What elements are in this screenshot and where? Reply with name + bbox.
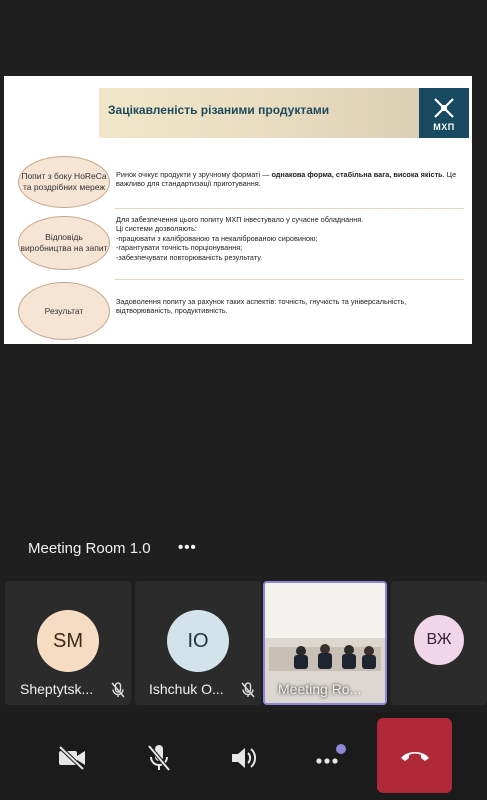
row-response-line: Для забезпечення цього попиту МХП інвестувало у сучасне обладнання. [116,215,364,224]
mhp-logo [419,88,469,138]
row-response-line: Ці системи дозволяють: [116,224,197,234]
oval-response-label: Відповідь виробництва на запит [20,232,108,253]
participant-tile-io[interactable] [135,581,261,705]
row-demand-text-tail: . Це важливо для стандартизації приготування. [116,170,457,189]
row-demand-text-normal: Ринок очікує продукти у зручному форматі — [116,170,272,179]
participant-tile-meeting-room[interactable] [263,581,387,705]
mic-off-icon [241,682,255,698]
room-more-options-button[interactable]: ••• [178,539,197,556]
participant-tile-sm[interactable] [5,581,131,705]
row-response-line: -гарантувати точність порціонування; [116,243,243,253]
logo-text: МХП [433,121,455,132]
row-response-text [116,215,461,262]
participant-name: Sheptytsk... [20,681,94,697]
row-result-line: Задоволення попиту за рахунок таких аспектів: точність, гнучкість та універсальність, [116,297,407,306]
avatar [167,610,229,672]
avatar [414,615,464,665]
speaker-button[interactable] [226,740,262,776]
mic-toggle-button[interactable] [141,740,177,776]
avatar-initials: SM [53,629,83,652]
end-call-icon [399,748,431,764]
row-response-line: -забезпечувати повторюваність результату. [116,252,263,262]
avatar-initials: IO [187,629,209,652]
more-options-button[interactable] [312,740,348,776]
speaker-icon [229,745,259,771]
windmill-icon [431,95,457,121]
camera-off-icon [57,745,87,771]
shared-slide [4,76,472,344]
participant-name: Ishchuk O... [149,681,224,697]
camera-toggle-button[interactable] [54,740,90,776]
mic-off-icon [111,682,125,698]
row-demand-text [116,170,461,189]
avatar [37,610,99,672]
end-call-button[interactable] [377,718,452,793]
row-response-line: -працювати з каліброваною та некаліброваною сировиною; [116,233,318,243]
more-icon [313,743,347,773]
oval-demand-label: Попит з боку HoReCa та роздрібних мереж [21,171,107,192]
oval-result-label: Результат [44,305,84,316]
row-separator [114,208,464,209]
slide-title: Зацікавленість різаними продуктами [108,103,330,117]
oval-demand [18,156,110,208]
row-result-line: відтворюваність, продуктивність. [116,306,228,316]
oval-result [18,282,110,340]
mic-off-icon [146,743,172,773]
row-result-text [116,297,461,316]
participant-name: Meeting Ro... [278,681,362,697]
meeting-room-name: Meeting Room 1.0 [28,540,151,557]
row-separator [114,279,464,280]
avatar-initials: ВЖ [426,631,452,648]
row-demand-text-bold: однакова форма, стабільна вага, висока якість [271,170,443,179]
participant-tile-vzh[interactable] [391,581,487,705]
oval-response [18,216,110,270]
